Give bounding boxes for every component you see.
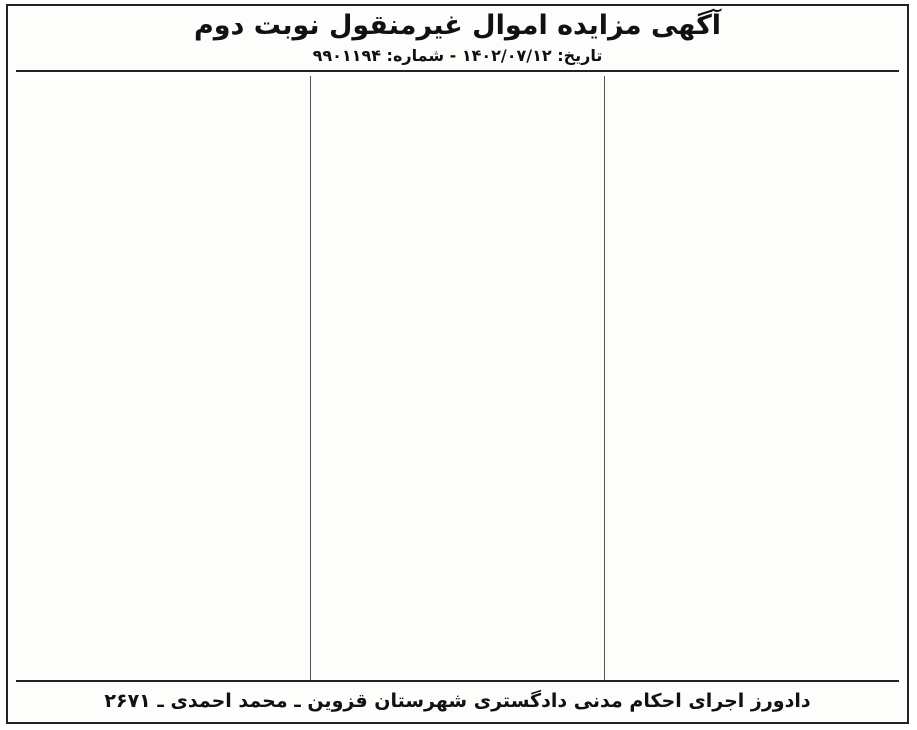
column-right [605,76,899,680]
date-reference-line: تاریخ: ۱۴۰۲/۰۷/۱۲ - شماره: ۹۹۰۱۱۹۴ [312,46,603,65]
top-divider [16,70,899,72]
notice-page [6,4,909,724]
column-middle [311,76,606,680]
signature-footer: دادورز اجرای احکام مدنی دادگستری شهرستان قزوین ـ محمد احمدی ـ ۲۶۷۱ [104,690,811,712]
column-left [16,76,311,680]
bottom-divider [16,680,899,682]
body-columns [16,76,899,680]
notice-title: آگهی مزایده اموال غیرمنقول نوبت دوم [193,10,722,41]
